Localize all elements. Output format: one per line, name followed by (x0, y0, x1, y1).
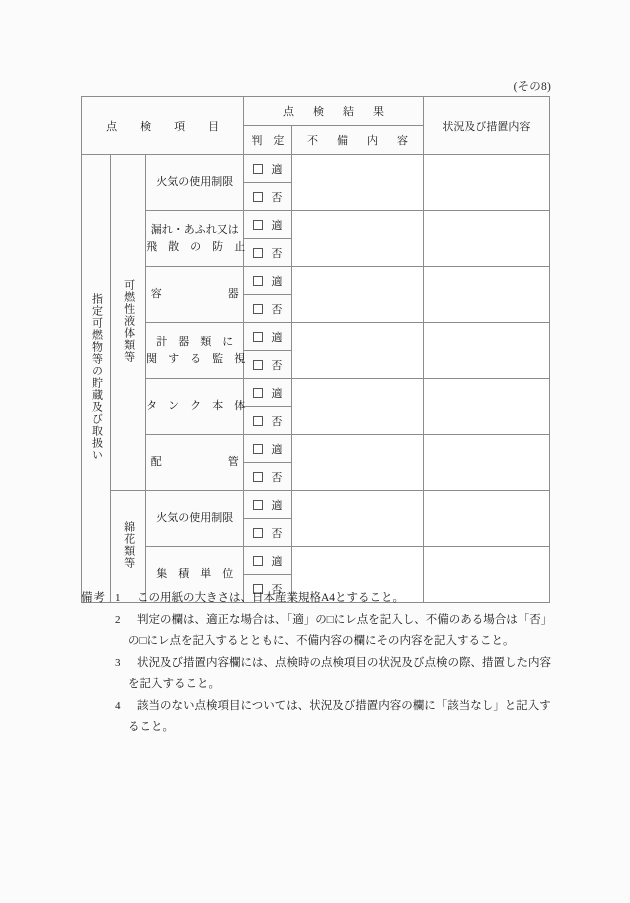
table-row (82, 323, 550, 351)
remarks-item-2 (115, 610, 561, 653)
judgement-label-pass: 適 (271, 387, 283, 400)
deficiency-input-cell[interactable] (292, 267, 423, 323)
table-row (82, 267, 550, 295)
judgement-cell-fail[interactable] (244, 239, 292, 267)
item-label-line2: 関 す る 監 視 (146, 352, 246, 365)
judgement-label-fail: 否 (271, 303, 283, 316)
deficiency-input-cell[interactable] (292, 155, 423, 211)
judgement-cell-fail[interactable] (244, 407, 292, 435)
judgement-cell-pass[interactable] (244, 323, 292, 351)
remarks-number-1: 1 (115, 592, 121, 604)
judgement-cell-fail[interactable] (244, 463, 292, 491)
header-judgement: 判 定 (244, 126, 292, 155)
header-inspection-results: 点 検 結 果 (244, 97, 423, 126)
item-label-cell (146, 211, 244, 267)
remarks-row-2 (81, 610, 561, 653)
deficiency-input-cell[interactable] (292, 491, 423, 547)
group-label-cell-cotton (111, 491, 146, 603)
group-label-flammable-liquids: 可燃性液体類等 (122, 279, 135, 363)
judgement-label-pass: 適 (271, 163, 283, 176)
checkbox-icon[interactable] (253, 164, 263, 174)
remarks-text-4-line1: 該当のない点検項目については、状況及び措置内容の欄に「該当なし」と記入す (137, 699, 551, 712)
page-number-label: (その8) (513, 81, 551, 93)
checkbox-icon[interactable] (253, 416, 263, 426)
judgement-label-pass: 適 (271, 331, 283, 344)
judgement-label-pass: 適 (271, 499, 283, 512)
table-row (82, 491, 550, 519)
group-label-cotton: 綿花類等 (122, 521, 135, 569)
remarks-item-1 (115, 588, 561, 610)
judgement-cell-pass[interactable] (244, 491, 292, 519)
judgement-cell-fail[interactable] (244, 519, 292, 547)
table-row (82, 435, 550, 463)
header-status-and-measures: 状況及び措置内容 (423, 97, 549, 155)
checkbox-icon[interactable] (253, 276, 263, 286)
header-deficiency-details: 不 備 内 容 (292, 126, 423, 155)
remarks-section (81, 588, 561, 739)
item-label-line1: 容 器 (150, 288, 239, 301)
checkbox-icon[interactable] (253, 500, 263, 510)
checkbox-icon[interactable] (253, 388, 263, 398)
judgement-label-pass: 適 (271, 275, 283, 288)
checkbox-icon[interactable] (253, 472, 263, 482)
remarks-text-3-line1: 状況及び措置内容欄には、点検時の点検項目の状況及び点検の際、措置した内容 (137, 656, 551, 669)
remarks-number-2: 2 (115, 613, 121, 626)
remarks-item-4 (115, 696, 561, 739)
remarks-text-2-line1: 判定の欄は、適正な場合は、「適」の□にレ点を記入し、不備のある場合は「否」 (137, 613, 553, 626)
status-measures-input-cell[interactable] (423, 155, 549, 211)
header-inspection-items: 点 検 項 目 (82, 97, 244, 155)
remarks-number-4: 4 (115, 699, 121, 712)
checkbox-icon[interactable] (253, 332, 263, 342)
status-measures-input-cell[interactable] (423, 323, 549, 379)
judgement-cell-fail[interactable] (244, 351, 292, 379)
item-label-cell (146, 379, 244, 435)
judgement-cell-fail[interactable] (244, 295, 292, 323)
remarks-text-2-line2: の□にレ点を記入するとともに、不備内容の欄にその内容を記入すること。 (128, 635, 515, 647)
judgement-label-fail: 否 (271, 527, 283, 540)
checkbox-icon[interactable] (253, 528, 263, 538)
status-measures-input-cell[interactable] (423, 379, 549, 435)
status-measures-input-cell[interactable] (423, 211, 549, 267)
item-label-line1: 漏れ・あふれ又は (150, 224, 239, 236)
remarks-number-3: 3 (115, 656, 121, 669)
outer-group-label: 指定可燃物等の貯蔵及び取扱い (90, 293, 103, 461)
item-label-line1: 集 積 単 位 (156, 568, 234, 581)
judgement-label-fail: 否 (271, 415, 283, 428)
item-label-line1: 計 器 類 に (156, 336, 234, 348)
outer-group-label-cell (82, 155, 111, 603)
checkbox-icon[interactable] (253, 556, 263, 566)
judgement-cell-pass[interactable] (244, 155, 292, 183)
inspection-form-table (81, 96, 550, 603)
judgement-cell-pass[interactable] (244, 211, 292, 239)
remarks-row-3 (81, 653, 561, 696)
judgement-label-pass: 適 (271, 219, 283, 232)
judgement-cell-fail[interactable] (244, 183, 292, 211)
item-label-line1: 火気の使用制限 (156, 512, 234, 525)
judgement-label-fail: 否 (271, 583, 283, 596)
judgement-label-pass: 適 (271, 555, 283, 568)
deficiency-input-cell[interactable] (292, 435, 423, 491)
item-label-line1: 配 管 (150, 456, 239, 469)
judgement-label-fail: 否 (271, 247, 283, 260)
remarks-row-1 (81, 588, 561, 610)
checkbox-icon[interactable] (253, 220, 263, 230)
judgement-label-pass: 適 (271, 443, 283, 456)
checkbox-icon[interactable] (253, 444, 263, 454)
checkbox-icon[interactable] (253, 304, 263, 314)
item-label-cell (146, 435, 244, 491)
item-label-line1: 火気の使用制限 (156, 176, 234, 189)
table-body (82, 155, 550, 603)
judgement-cell-pass[interactable] (244, 547, 292, 575)
checkbox-icon[interactable] (253, 248, 263, 258)
item-label-cell (146, 491, 244, 547)
checkbox-icon[interactable] (253, 360, 263, 370)
item-label-cell (146, 267, 244, 323)
deficiency-input-cell[interactable] (292, 211, 423, 267)
deficiency-input-cell[interactable] (292, 323, 423, 379)
table-header-row-1 (82, 97, 550, 126)
judgement-label-fail: 否 (271, 191, 283, 204)
item-label-cell (146, 323, 244, 379)
table-row (82, 155, 550, 183)
group-label-cell-flammable-liquids (111, 155, 146, 491)
table-row (82, 379, 550, 407)
deficiency-input-cell[interactable] (292, 379, 423, 435)
table-row (82, 547, 550, 575)
item-label-line1: タ ン ク 本 体 (146, 400, 246, 413)
status-measures-input-cell[interactable] (423, 435, 549, 491)
judgement-label-fail: 否 (271, 471, 283, 484)
status-measures-input-cell[interactable] (423, 491, 549, 547)
remarks-label: 備考 (81, 592, 106, 604)
judgement-cell-pass[interactable] (244, 435, 292, 463)
judgement-cell-pass[interactable] (244, 267, 292, 295)
remarks-text-3-line2: を記入すること。 (128, 678, 220, 690)
status-measures-input-cell[interactable] (423, 267, 549, 323)
judgement-cell-pass[interactable] (244, 379, 292, 407)
remarks-row-4 (81, 696, 561, 739)
remarks-text-1: この用紙の大きさは、日本産業規格A4とすること。 (137, 592, 405, 604)
table-row (82, 211, 550, 239)
item-label-line2: 飛 散 の 防 止 (146, 240, 246, 253)
remarks-text-4-line2: ること。 (128, 721, 174, 733)
checkbox-icon[interactable] (253, 192, 263, 202)
judgement-label-fail: 否 (271, 359, 283, 372)
item-label-cell (146, 155, 244, 211)
remarks-item-3 (115, 653, 561, 696)
